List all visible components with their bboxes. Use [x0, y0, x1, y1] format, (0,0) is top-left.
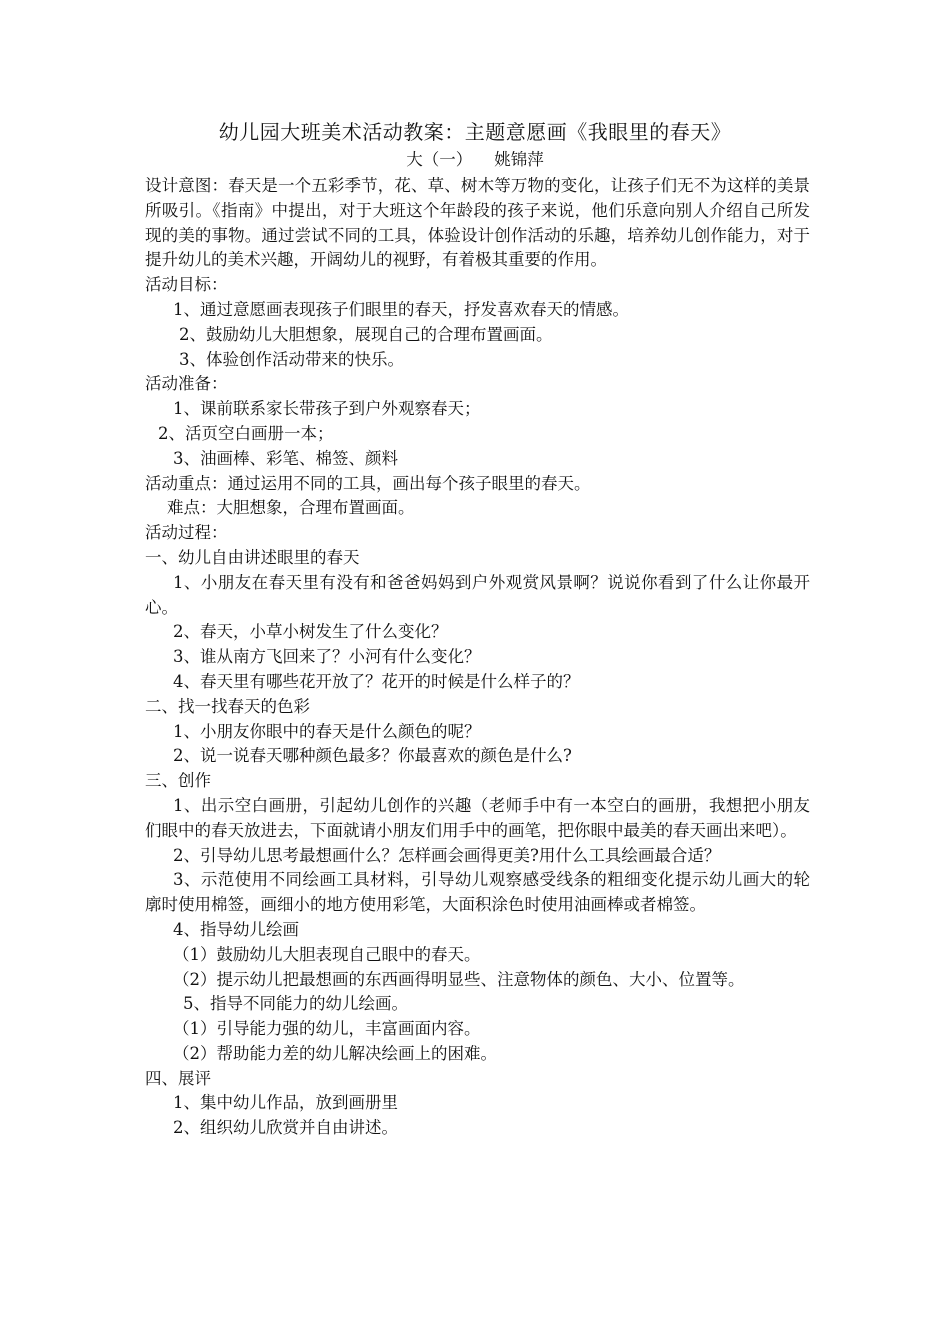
difficulty: 难点：大胆想象，合理布置画面。	[167, 498, 415, 518]
section-item: （1）鼓励幼儿大胆表现自己眼中的春天。	[173, 944, 481, 964]
section-item: （2）提示幼儿把最想画的东西画得明显些、注意物体的颜色、大小、位置等。	[173, 969, 745, 989]
process-heading: 活动过程：	[145, 523, 228, 543]
section-item: 1、小朋友在春天里有没有和爸爸妈妈到户外观赏风景啊？说说你看到了什么让你最开心。	[145, 572, 810, 617]
author-line	[0, 148, 950, 172]
section-heading: 四、展评	[145, 1068, 211, 1088]
prep-item: 1、课前联系家长带孩子到户外观察春天；	[173, 399, 481, 419]
document-title: 幼儿园大班美术活动教案：主题意愿画《我眼里的春天》	[218, 120, 732, 144]
prep-item: 3、油画棒、彩笔、棉签、颜料	[173, 448, 398, 468]
goal-item: 1、通过意愿画表现孩子们眼里的春天，抒发喜欢春天的情感。	[173, 299, 629, 319]
section-item: 1、小朋友你眼中的春天是什么颜色的呢？	[173, 721, 481, 741]
goals-heading: 活动目标：	[145, 275, 228, 295]
goal-item: 2、鼓励幼儿大胆想象，展现自己的合理布置画面。	[179, 324, 553, 344]
key-point: 活动重点：通过运用不同的工具，画出每个孩子眼里的春天。	[145, 473, 591, 493]
section-heading: 三、创作	[145, 771, 211, 791]
section-item: 3、谁从南方飞回来了？小河有什么变化？	[173, 647, 481, 667]
section-item: 5、指导不同能力的幼儿绘画。	[183, 994, 408, 1014]
class-name: 大（一）	[406, 150, 473, 169]
section-item: 4、春天里有哪些花开放了？花开的时候是什么样子的？	[173, 671, 580, 691]
section-item: （2）帮助能力差的幼儿解决绘画上的困难。	[173, 1043, 497, 1063]
section-item: 3、示范使用不同绘画工具材料，引导幼儿观察感受线条的粗细变化提示幼儿画大的轮廓时使用棉签，画细小的地方使用彩笔，大面积涂色时使用油画棒或者棉签。	[145, 870, 810, 915]
prep-heading: 活动准备：	[145, 374, 228, 394]
section-item: 2、说一说春天哪种颜色最多？你最喜欢的颜色是什么?	[173, 746, 572, 766]
document-body	[145, 174, 810, 1141]
section-item: 4、指导幼儿绘画	[173, 919, 299, 939]
section-item: 1、集中幼儿作品，放到画册里	[173, 1093, 398, 1113]
section-item: 1、出示空白画册，引起幼儿创作的兴趣（老师手中有一本空白的画册，我想把小朋友们眼中的春天放进去，下面就请小朋友们用手中的画笔，把你眼中最美的春天画出来吧）。	[145, 795, 810, 840]
prep-item: 2、活页空白画册一本；	[158, 423, 334, 443]
goal-item: 3、体验创作活动带来的快乐。	[179, 349, 404, 369]
section-heading: 一、幼儿自由讲述眼里的春天	[145, 547, 360, 567]
section-item: 2、春天，小草小树发生了什么变化？	[173, 622, 448, 642]
section-item: 2、组织幼儿欣赏并自由讲述。	[173, 1118, 398, 1138]
section-item: 2、引导幼儿思考最想画什么？怎样画会画得更美?用什么工具绘画最合适？	[173, 845, 721, 865]
section-heading: 二、找一找春天的色彩	[145, 696, 310, 716]
section-item: （1）引导能力强的幼儿，丰富画面内容。	[173, 1019, 481, 1039]
author-name: 姚锦萍	[494, 150, 544, 169]
design-intent: 设计意图：春天是一个五彩季节，花、草、树木等万物的变化，让孩子们无不为这样的美景所吸引。《指南》中提出，对于大班这个年龄段的孩子来说，他们乐意向别人介绍自己所发现的美的事物。通过尝试不同的工具，体验设计创作活动的乐趣，培养幼儿创作能力，对于提升幼儿的美术兴趣，开阔幼儿的视野，有着极其重要的作用。	[145, 176, 810, 270]
